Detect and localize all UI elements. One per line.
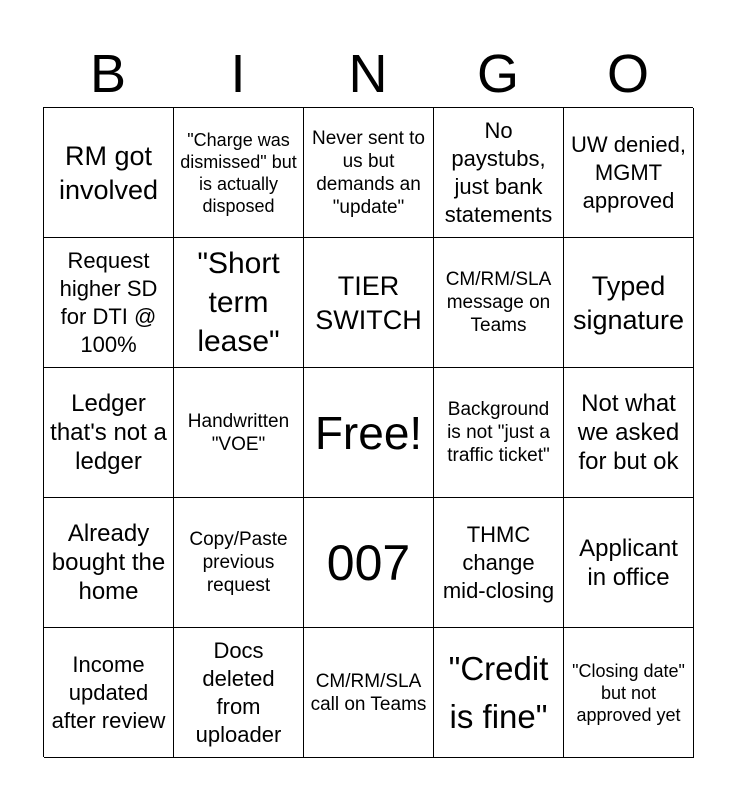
bingo-header: [43, 40, 693, 108]
bingo-cell-text: TIER SWITCH: [315, 270, 422, 335]
bingo-cell-text: "Credit is fine": [448, 649, 549, 735]
bingo-cell[interactable]: [44, 368, 174, 498]
bingo-cell[interactable]: [174, 108, 304, 238]
bingo-cell[interactable]: [564, 368, 694, 498]
bingo-cell[interactable]: [174, 238, 304, 368]
bingo-cell[interactable]: [44, 628, 174, 758]
bingo-cell-text: CM/RM/SLA message on Teams: [445, 269, 552, 336]
bingo-cell-text: 007: [326, 534, 411, 591]
bingo-cell-text: THMC change mid-closing: [442, 521, 555, 603]
header-letter-i: I: [230, 44, 246, 104]
bingo-cell-text: Background is not "just a traffic ticket": [447, 399, 550, 466]
bingo-cell[interactable]: [564, 498, 694, 628]
bingo-cell-text: Handwritten "VOE": [187, 410, 290, 455]
bingo-cell[interactable]: [564, 108, 694, 238]
bingo-cell[interactable]: [304, 238, 434, 368]
header-letter-g: G: [476, 44, 519, 104]
bingo-cell[interactable]: [434, 238, 564, 368]
bingo-cell-text: UW denied, MGMT approved: [571, 131, 686, 213]
bingo-cell-text: CM/RM/SLA call on Teams: [310, 670, 427, 715]
bingo-cell[interactable]: [434, 108, 564, 238]
bingo-cell-text: Docs deleted from uploader: [195, 637, 282, 747]
bingo-cell-text: "Closing date" but not approved yet: [572, 660, 685, 725]
bingo-cell-text: Free!: [314, 406, 423, 459]
header-letter-b: B: [89, 44, 127, 104]
bingo-card-grid: [43, 107, 693, 757]
bingo-cell-text: Request higher SD for DTI @ 100%: [59, 247, 158, 357]
bingo-cell[interactable]: [174, 628, 304, 758]
bingo-cell-text: Typed signature: [572, 270, 685, 335]
bingo-cell[interactable]: [44, 108, 174, 238]
bingo-cell[interactable]: [434, 368, 564, 498]
bingo-cell-text: Never sent to us but demands an "update": [312, 127, 425, 218]
header-letter-n: N: [348, 44, 388, 104]
bingo-cell[interactable]: [174, 368, 304, 498]
bingo-cell-text: No paystubs, just bank statements: [444, 117, 553, 227]
bingo-cell[interactable]: [304, 628, 434, 758]
bingo-cell[interactable]: [434, 498, 564, 628]
bingo-cell-text: "Short term lease": [197, 247, 280, 358]
bingo-cell[interactable]: [564, 238, 694, 368]
bingo-cell[interactable]: [564, 628, 694, 758]
bingo-cell[interactable]: [174, 498, 304, 628]
header-letter-o: O: [606, 44, 649, 104]
bingo-cell[interactable]: [304, 108, 434, 238]
bingo-cell-text: Copy/Paste previous request: [189, 529, 288, 596]
bingo-cell-text: Applicant in office: [579, 534, 678, 591]
bingo-cell[interactable]: [44, 498, 174, 628]
bingo-cell-text: Already bought the home: [51, 520, 166, 605]
bingo-cell-text: Not what we asked for but ok: [577, 390, 680, 475]
bingo-cell-text: "Charge was dismissed" but is actually disposed: [180, 129, 297, 216]
bingo-cell-text: Ledger that's not a ledger: [50, 390, 167, 475]
bingo-cell[interactable]: [434, 628, 564, 758]
bingo-free-cell[interactable]: [304, 368, 434, 498]
bingo-cell[interactable]: [44, 238, 174, 368]
bingo-cell-text: RM got involved: [58, 140, 159, 205]
bingo-cell-text: Income updated after review: [51, 651, 166, 733]
bingo-cell[interactable]: [304, 498, 434, 628]
